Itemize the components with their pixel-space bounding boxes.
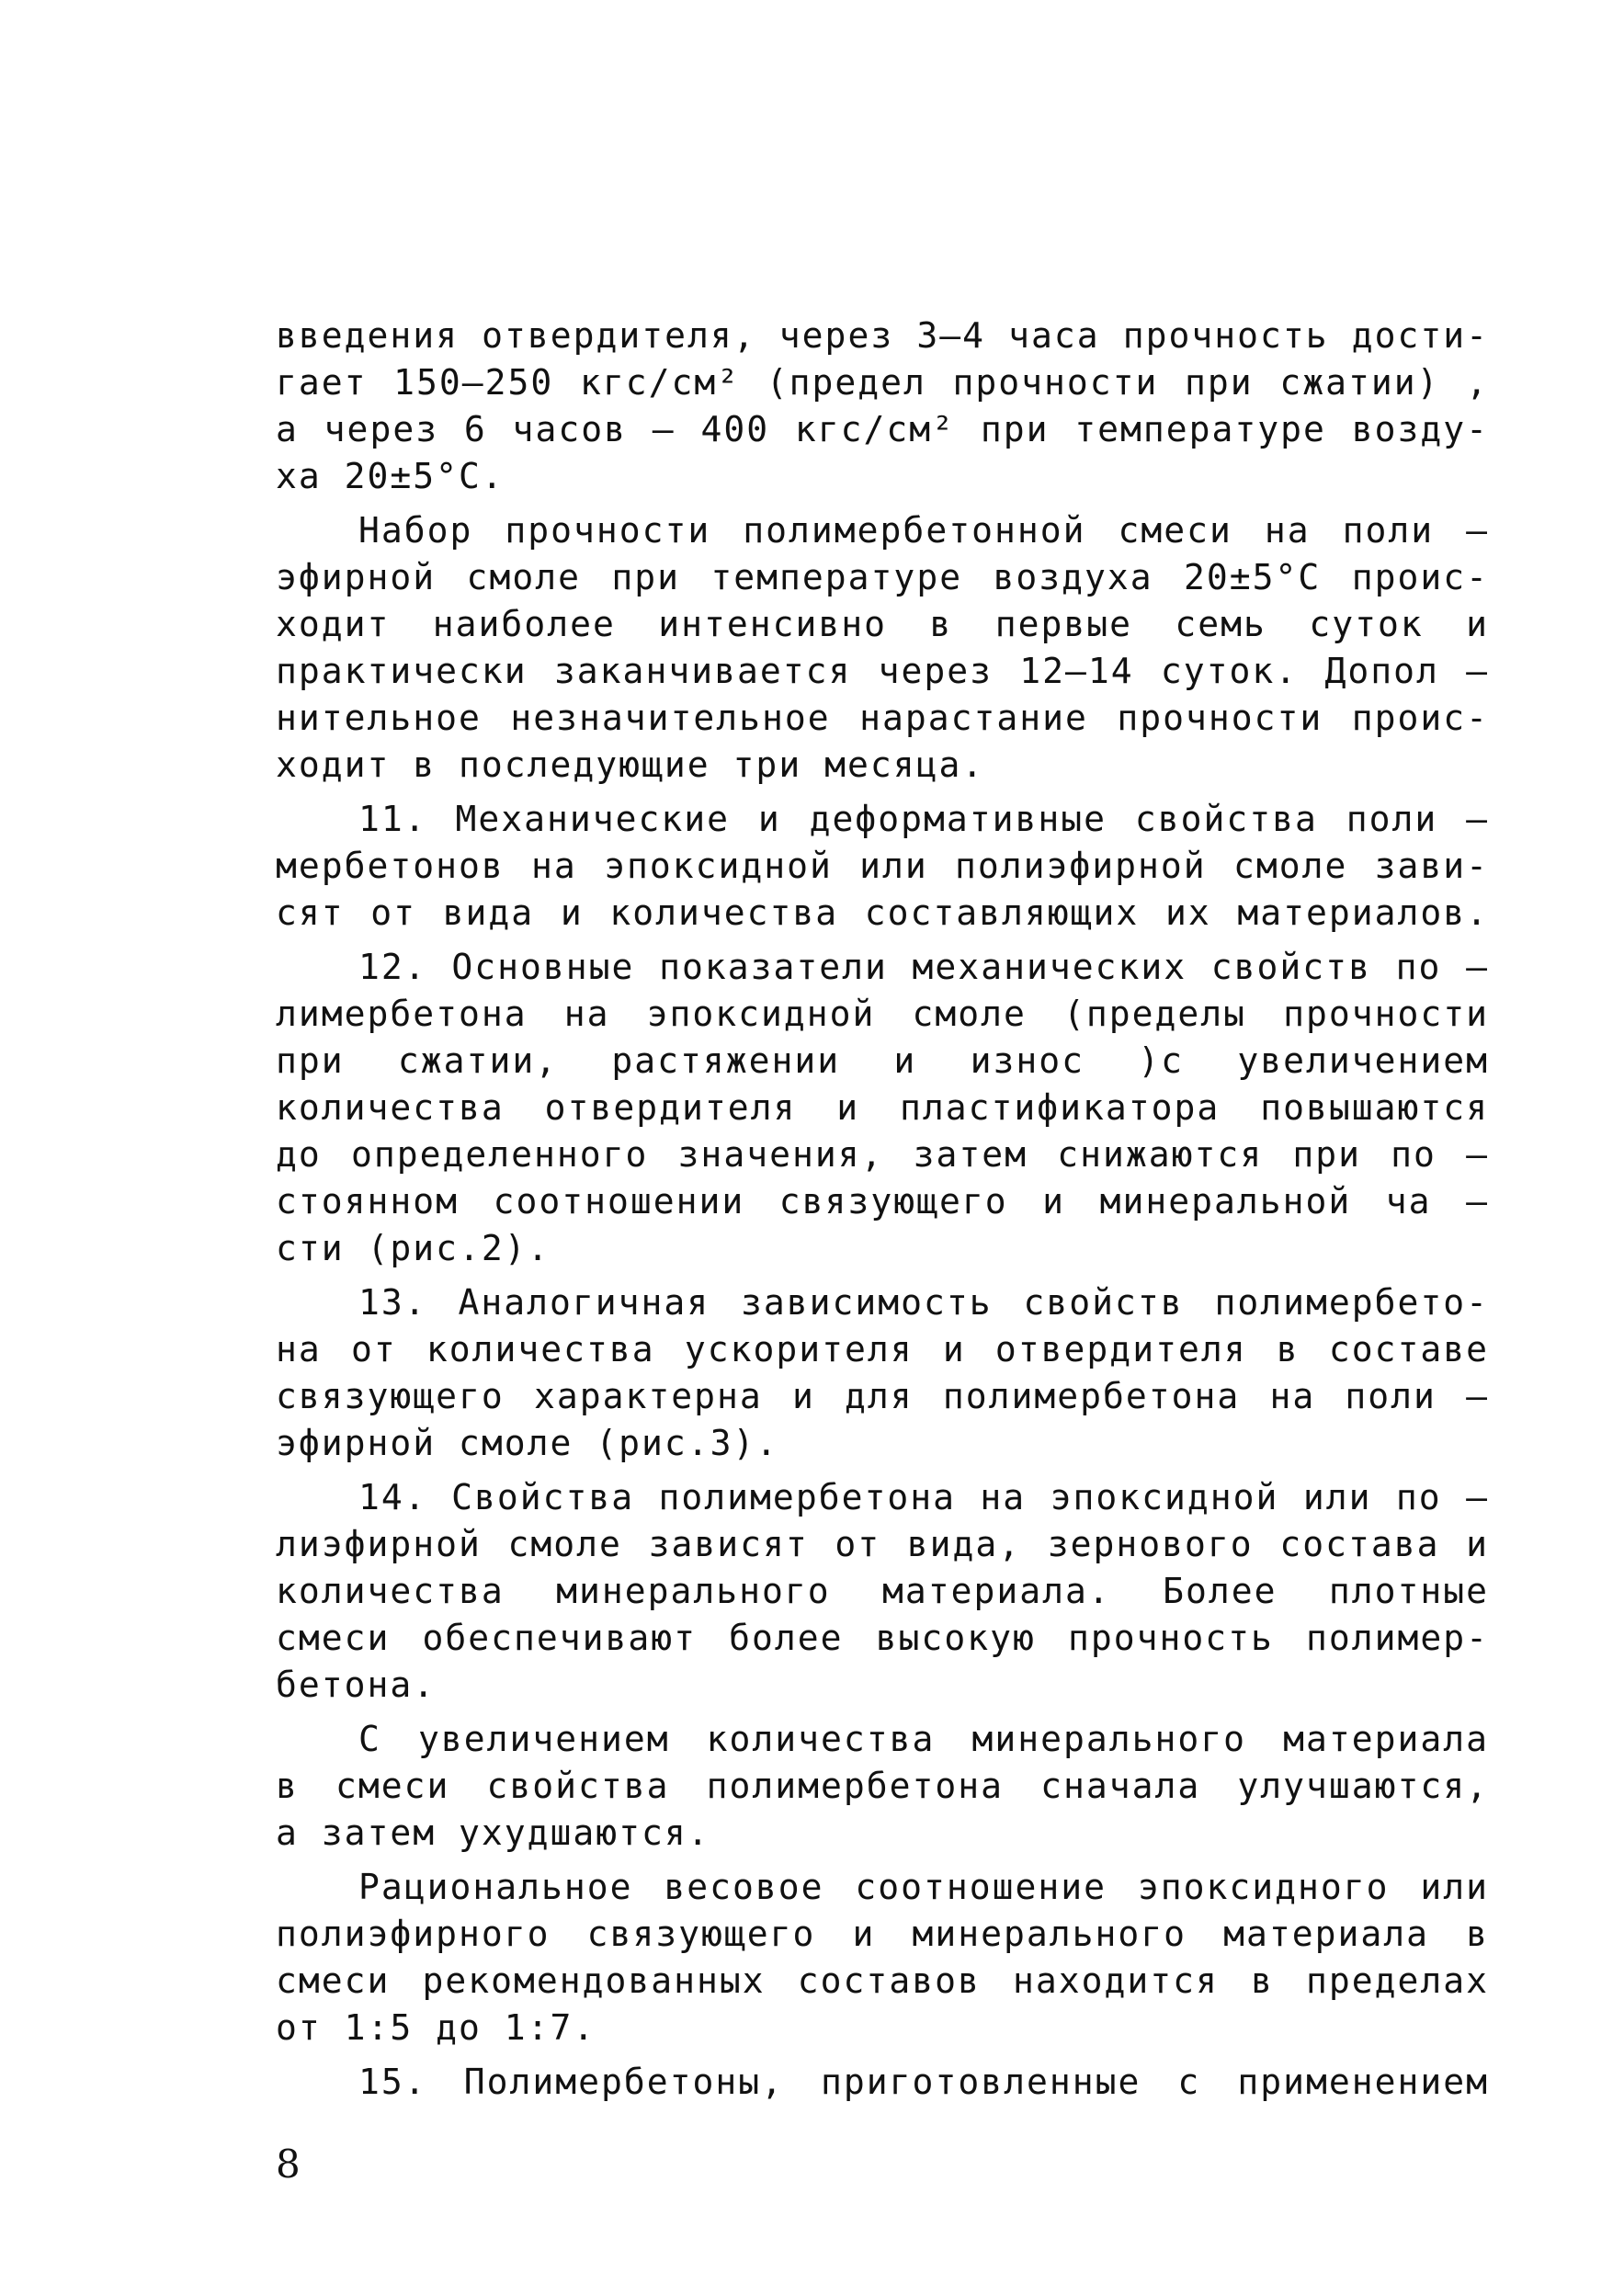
text-line: смеси рекомендованных составов находится в пределах <box>276 1960 1489 2001</box>
text-line: эфирной смоле при температуре воздуха 20±5°С проис- <box>276 557 1489 597</box>
text-line: в смеси свойства полимербетона сначала улучшаются, <box>276 1766 1489 1806</box>
text-line: 12. Основные показатели механических свойств по – <box>358 947 1489 987</box>
text-line: ходит в последующие три месяца. <box>276 744 985 785</box>
text-line: 13. Аналогичная зависимость свойств полимербето- <box>358 1282 1489 1323</box>
paragraph <box>276 1474 1489 1709</box>
text-line: нительное незначительное нарастание прочности проис- <box>276 698 1489 738</box>
text-line: от 1:5 до 1:7. <box>276 2007 596 2048</box>
text-line: на от количества ускорителя и отвердителя в составе <box>276 1329 1489 1369</box>
text-line: введения отвердителя, через 3–4 часа прочность дости- <box>276 315 1489 356</box>
text-line: 15. Полимербетоны, приготовленные с применением <box>358 2062 1489 2102</box>
paragraph <box>276 944 1489 1272</box>
text-line: мербетонов на эпоксидной или полиэфирной смоле зави- <box>276 846 1489 886</box>
text-line: бетона. <box>276 1665 437 1705</box>
body-text <box>276 312 1489 2106</box>
text-line: лимербетона на эпоксидной смоле (пределы прочности <box>276 994 1489 1034</box>
text-line: а через 6 часов – 400 кгс/см² при температуре возду- <box>276 409 1489 449</box>
text-line: 11. Механические и деформативные свойства поли – <box>358 799 1489 839</box>
text-line: эфирной смоле (рис.3). <box>276 1423 779 1463</box>
text-line: а затем ухудшаются. <box>276 1812 710 1853</box>
paragraph <box>276 312 1489 500</box>
page-number: 8 <box>276 2142 301 2187</box>
text-line: практически заканчивается через 12–14 суток. Допол – <box>276 651 1489 691</box>
paragraph <box>276 1279 1489 1467</box>
text-line: Набор прочности полимербетонной смеси на поли – <box>358 510 1489 551</box>
text-line: сти (рис.2). <box>276 1228 551 1268</box>
paragraph <box>276 1716 1489 1857</box>
text-line: гает 150–250 кгс/см² (предел прочности при сжатии) , <box>276 362 1489 403</box>
text-line: смеси обеспечивают более высокую прочность полимер- <box>276 1618 1489 1658</box>
text-line: 14. Свойства полимербетона на эпоксидной или по – <box>358 1477 1489 1517</box>
text-line: полиэфирного связующего и минерального материала в <box>276 1914 1489 1954</box>
paragraph <box>276 507 1489 789</box>
paragraph <box>276 1864 1489 2051</box>
paragraph <box>276 796 1489 937</box>
text-line: лиэфирной смоле зависят от вида, зернового состава и <box>276 1524 1489 1564</box>
text-line: ха 20±5°С. <box>276 456 505 496</box>
text-line: ходит наиболее интенсивно в первые семь суток и <box>276 604 1489 644</box>
text-line: при сжатии, растяжении и износ )с увеличением <box>276 1040 1489 1081</box>
paragraph <box>276 2059 1489 2106</box>
text-line: количества минерального материала. Более плотные <box>276 1571 1489 1611</box>
text-line: стоянном соотношении связующего и минеральной ча – <box>276 1181 1489 1222</box>
text-line: связующего характерна и для полимербетона на поли – <box>276 1376 1489 1416</box>
text-line: С увеличением количества минерального материала <box>358 1719 1489 1759</box>
text-line: количества отвердителя и пластификатора повышаются <box>276 1087 1489 1128</box>
text-line: сят от вида и количества составляющих их материалов. <box>276 892 1489 933</box>
text-line: Рациональное весовое соотношение эпоксидного или <box>358 1867 1489 1907</box>
text-line: до определенного значения, затем снижаются при по – <box>276 1134 1489 1175</box>
